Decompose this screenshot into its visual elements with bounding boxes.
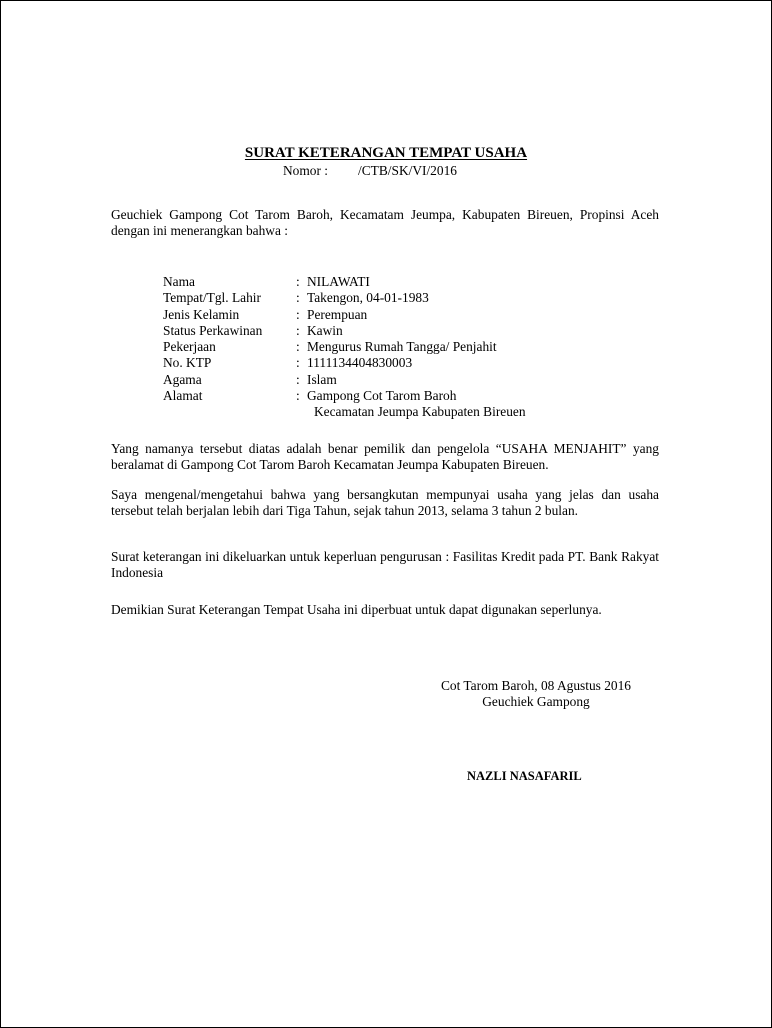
letter-title-text: SURAT KETERANGAN TEMPAT USAHA	[244, 145, 528, 161]
signer-name: NAZLI NASAFARIL	[467, 769, 582, 783]
field-value: NILAWATI	[307, 274, 370, 289]
place-date: Cot Tarom Baroh, 08 Agustus 2016	[440, 678, 631, 693]
signer-position: Geuchiek Gampong	[482, 694, 590, 709]
identity-fields	[163, 274, 583, 421]
field-colon: :	[296, 322, 300, 338]
field-value: Islam	[307, 371, 337, 387]
business-paragraph: Yang namanya tersebut diatas adalah benar pemilik dan pengelola “USAHA MENJAHIT” yang beralamat di Gampong Cot Tarom Baroh Kecamatan Jeumpa Kabupaten Bireuen.	[111, 441, 659, 472]
field-value: 1111134404830003	[307, 355, 413, 371]
field-label: Tempat/Tgl. Lahir	[163, 290, 261, 306]
field-row-gender	[163, 307, 583, 323]
field-value: Kawin	[307, 322, 343, 338]
field-colon: :	[296, 371, 300, 387]
closing-paragraph: Demikian Surat Keterangan Tempat Usaha ini diperbuat untuk dapat digunakan seperlunya.	[111, 602, 602, 617]
field-label: Pekerjaan	[163, 339, 216, 355]
field-colon: :	[296, 339, 300, 355]
field-colon: :	[296, 306, 300, 322]
acknowledgement-paragraph: Saya mengenal/mengetahui bahwa yang bersangkutan mempunyai usaha yang jelas dan usaha tersebut telah berjalan lebih dari Tiga Tahun, sejak tahun 2013, selama 3 tahun 2 bulan.	[111, 487, 659, 518]
field-colon: :	[296, 290, 300, 306]
field-value: Mengurus Rumah Tangga/ Penjahit	[307, 339, 497, 355]
field-row-marital	[163, 323, 583, 339]
field-value: Takengon, 04-01-1983	[307, 290, 429, 306]
field-label: No. KTP	[163, 355, 212, 371]
field-row-nama	[163, 274, 583, 290]
field-value: Perempuan	[307, 306, 368, 322]
field-row-religion	[163, 372, 583, 388]
field-row-ktp	[163, 355, 583, 371]
field-label: Alamat	[163, 388, 203, 404]
field-label: Status Perkawinan	[163, 322, 263, 338]
intro-paragraph: Geuchiek Gampong Cot Tarom Baroh, Kecamatam Jeumpa, Kabupaten Bireuen, Propinsi Aceh dengan ini menerangkan bahwa :	[111, 207, 659, 238]
field-value: Kecamatan Jeumpa Kabupaten Bireuen	[314, 404, 526, 420]
field-value: Gampong Cot Tarom Baroh	[307, 388, 457, 404]
field-row-birth	[163, 290, 583, 306]
field-label: Nama	[163, 274, 195, 289]
signature-block	[426, 678, 646, 710]
letter-number-label: Nomor :	[283, 163, 329, 178]
field-colon: :	[296, 274, 300, 289]
letter-title	[1, 144, 771, 162]
letter-number	[283, 163, 457, 179]
field-row-address	[163, 388, 583, 404]
field-label: Jenis Kelamin	[163, 306, 240, 322]
field-colon: :	[296, 355, 300, 371]
field-row-address-cont	[163, 404, 583, 420]
field-label: Agama	[163, 371, 202, 387]
field-row-job	[163, 339, 583, 355]
letter-number-value: /CTB/SK/VI/2016	[358, 163, 457, 178]
purpose-paragraph: Surat keterangan ini dikeluarkan untuk keperluan pengurusan : Fasilitas Kredit pada PT. Bank Rakyat Indonesia	[111, 549, 659, 580]
field-colon: :	[296, 388, 300, 404]
